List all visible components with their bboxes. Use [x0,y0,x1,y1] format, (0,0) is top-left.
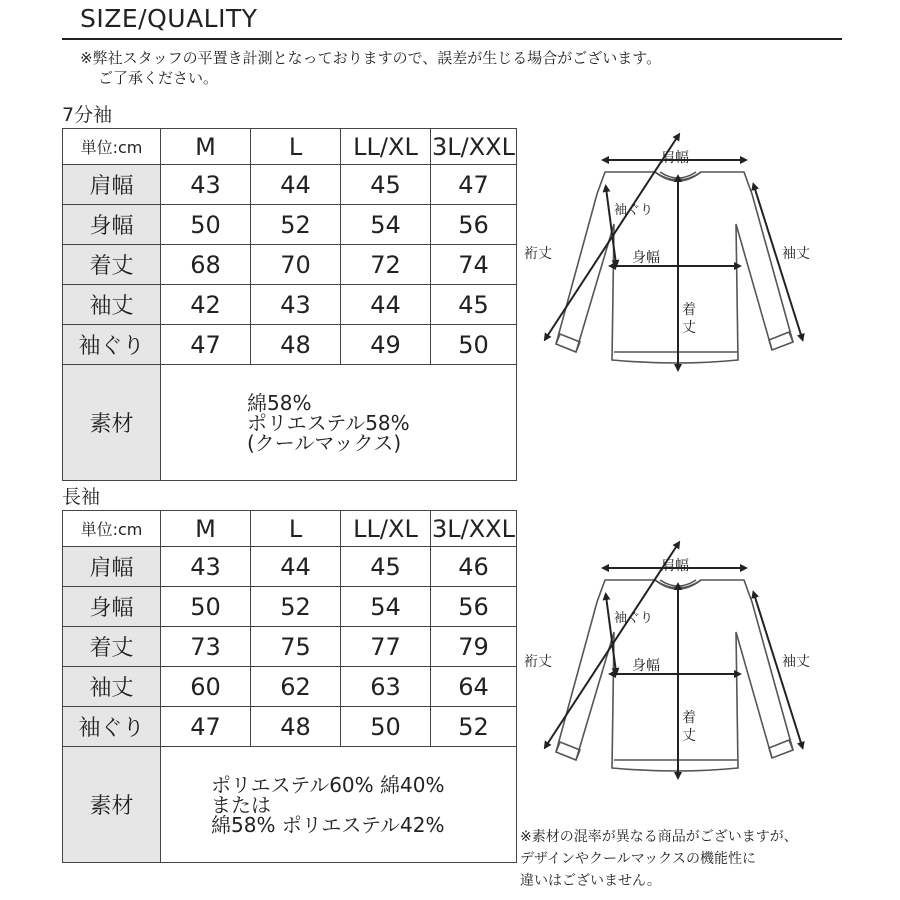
material-blend-note-line: ※素材の混率が異なる商品がございますが、 [520,829,798,845]
measurement-note-line2: ご了承ください。 [98,69,219,87]
table-cell: 60 [161,667,251,707]
table-header-row [63,129,517,165]
table-cell: 50 [431,325,517,365]
row-label: 肩幅 [63,547,161,587]
table-cell: 50 [161,587,251,627]
size-header: M [161,511,251,547]
table-cell: 42 [161,285,251,325]
table-cell: 64 [431,667,517,707]
size-header: 3L/XXL [431,511,517,547]
table-cell: 77 [341,627,431,667]
page-title: SIZE/QUALITY [80,4,258,33]
table-cell: 56 [431,587,517,627]
table-row [63,285,517,325]
size-header: L [251,129,341,165]
table-cell: 46 [431,547,517,587]
label-shoulder: 肩幅 [661,558,689,574]
table-cell: 56 [431,205,517,245]
garment-diagram-long [520,536,820,798]
row-label: 袖ぐり [63,325,161,365]
material-line: ポリエステル60% 綿40% [211,772,445,797]
row-label: 袖丈 [63,285,161,325]
label-body-width: 身幅 [632,250,660,266]
garment-diagram-7bu [520,128,820,390]
table-cell: 62 [251,667,341,707]
material-line: 綿58% [247,390,312,415]
table-cell: 75 [251,627,341,667]
material-blend-note-line: デザインやクールマックスの機能性に [520,851,757,867]
table-row [63,205,517,245]
table-cell: 79 [431,627,517,667]
table-cell: 44 [251,547,341,587]
label-yukitake: 裄丈 [524,246,552,262]
sleeve-arrow [754,594,802,746]
row-label: 袖ぐり [63,707,161,747]
size-header: M [161,129,251,165]
table-cell: 52 [251,205,341,245]
table-cell: 44 [251,165,341,205]
title-divider [62,38,842,40]
table-cell: 70 [251,245,341,285]
size-table-7bu [62,128,517,481]
table-row [63,547,517,587]
table-cell: 74 [431,245,517,285]
material-row [63,747,517,863]
section-label-7bu: 7分袖 [62,104,113,126]
material-line: または [211,792,271,817]
table-row [63,245,517,285]
material-line: ポリエステル58% [247,410,410,435]
unit-cell: 単位:cm [63,129,161,165]
size-header: LL/XL [341,511,431,547]
row-label: 着丈 [63,245,161,285]
material-label: 素材 [63,747,161,863]
label-length-1: 着 [682,302,696,318]
table-cell: 52 [431,707,517,747]
label-body-width: 身幅 [632,658,660,674]
size-header: LL/XL [341,129,431,165]
label-length-1: 着 [682,710,696,726]
table-cell: 72 [341,245,431,285]
measurement-note-line1: ※弊社スタッフの平置き計測となっておりますので、誤差が生じる場合がございます。 [80,49,662,67]
measurement-note [80,48,661,88]
material-line: 綿58% ポリエステル42% [211,812,445,837]
row-label: 身幅 [63,587,161,627]
sleeve-arrow [754,186,802,338]
table-cell: 47 [161,325,251,365]
material-blend-note-line: 違いはございません。 [520,873,661,889]
table-cell: 45 [341,165,431,205]
table-row [63,707,517,747]
section-label-long: 長袖 [62,486,101,508]
table-cell: 63 [341,667,431,707]
size-table-long [62,510,517,863]
table-row [63,165,517,205]
label-shoulder: 肩幅 [661,150,689,166]
label-length-2: 丈 [682,320,696,336]
table-row [63,587,517,627]
label-armhole: 袖ぐり [614,611,654,626]
size-header: L [251,511,341,547]
row-label: 袖丈 [63,667,161,707]
material-blend-note [520,826,798,892]
material-label: 素材 [63,365,161,481]
table-cell: 47 [431,165,517,205]
label-yukitake: 裄丈 [524,654,552,670]
label-length-2: 丈 [682,728,696,744]
table-header-row [63,511,517,547]
table-cell: 54 [341,205,431,245]
label-armhole: 袖ぐり [614,203,654,218]
table-cell: 48 [251,325,341,365]
size-header: 3L/XXL [431,129,517,165]
table-cell: 43 [161,547,251,587]
table-cell: 45 [431,285,517,325]
table-row [63,627,517,667]
table-cell: 68 [161,245,251,285]
table-cell: 54 [341,587,431,627]
table-cell: 47 [161,707,251,747]
material-line: (クールマックス) [247,430,402,455]
material-cell [161,365,517,481]
table-cell: 44 [341,285,431,325]
table-row [63,667,517,707]
row-label: 肩幅 [63,165,161,205]
unit-cell: 単位:cm [63,511,161,547]
row-label: 着丈 [63,627,161,667]
table-cell: 49 [341,325,431,365]
table-cell: 73 [161,627,251,667]
table-row [63,325,517,365]
table-cell: 48 [251,707,341,747]
table-cell: 50 [161,205,251,245]
table-cell: 43 [161,165,251,205]
label-sleeve: 袖丈 [782,246,810,262]
label-sleeve: 袖丈 [782,654,810,670]
row-label: 身幅 [63,205,161,245]
material-row [63,365,517,481]
material-cell [161,747,517,863]
table-cell: 43 [251,285,341,325]
table-cell: 45 [341,547,431,587]
table-cell: 52 [251,587,341,627]
table-cell: 50 [341,707,431,747]
